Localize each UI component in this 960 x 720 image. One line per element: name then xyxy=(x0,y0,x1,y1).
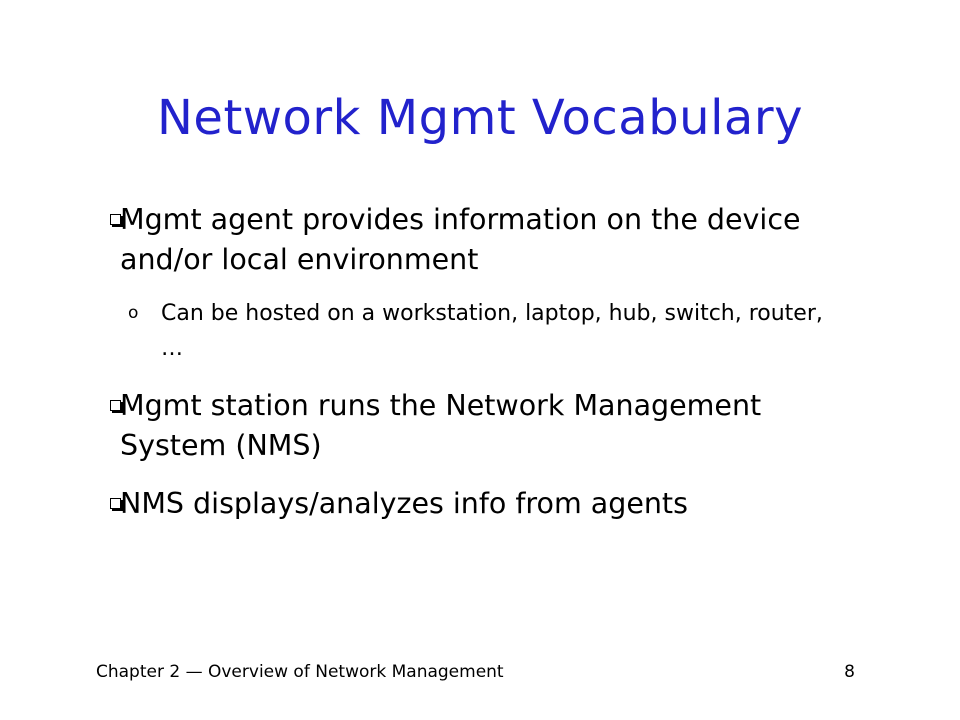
sub-bullet-marker: o xyxy=(128,303,139,323)
square-bullet-icon xyxy=(110,400,121,411)
bullet-text: NMS displays/analyzes info from agents xyxy=(120,487,688,520)
footer-chapter: Chapter 2 — Overview of Network Management xyxy=(96,662,504,682)
sub-bullet-item xyxy=(128,296,848,366)
page-number: 8 xyxy=(844,662,855,682)
slide-title: Network Mgmt Vocabulary xyxy=(157,90,803,146)
square-bullet-icon xyxy=(110,214,121,225)
bullet-item xyxy=(110,200,870,280)
bullet-item xyxy=(110,484,870,524)
sub-bullet-text: Can be hosted on a workstation, laptop, hub, switch, router, … xyxy=(161,301,823,361)
bullet-text: Mgmt agent provides information on the device and/or local environment xyxy=(120,203,801,276)
square-bullet-icon xyxy=(110,498,121,509)
bullet-item xyxy=(110,386,870,466)
bullet-text: Mgmt station runs the Network Management System (NMS) xyxy=(120,389,762,462)
